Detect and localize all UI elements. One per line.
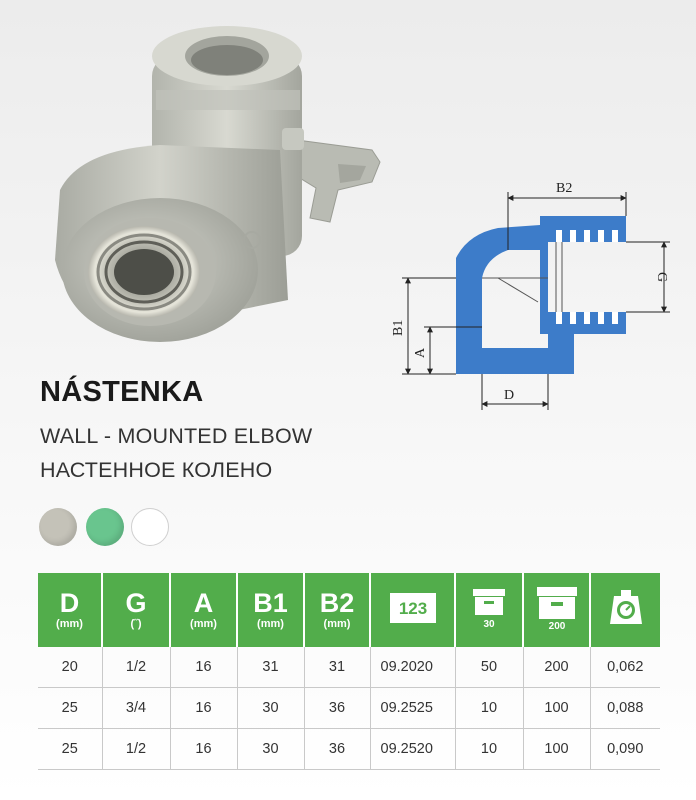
- cell-d: 25: [38, 688, 102, 729]
- cell-large-box: 100: [523, 688, 590, 729]
- svg-text:123: 123: [398, 598, 427, 618]
- product-subtitle-en: WALL - MOUNTED ELBOW: [40, 424, 313, 448]
- cell-weight: 0,090: [590, 729, 660, 770]
- table-header-row: [38, 573, 660, 647]
- small-box-icon: [471, 587, 507, 634]
- weight-scale-icon: [604, 588, 648, 633]
- cell-small-box: 10: [455, 729, 523, 770]
- swatch-white[interactable]: [131, 508, 169, 546]
- table-row: [38, 647, 660, 688]
- cell-b1: 30: [237, 688, 304, 729]
- cell-g: 3/4: [102, 688, 170, 729]
- cell-large-box: 200: [523, 647, 590, 688]
- label-b1: B1: [391, 319, 406, 336]
- label-a: A: [413, 347, 428, 358]
- dimension-diagram: [378, 170, 678, 415]
- large-box-icon: [535, 585, 579, 636]
- cell-weight: 0,088: [590, 688, 660, 729]
- cell-small-box: 50: [455, 647, 523, 688]
- label-g: G: [654, 272, 669, 283]
- cell-weight: 0,062: [590, 647, 660, 688]
- cell-small-box: 10: [455, 688, 523, 729]
- cell-article: 09.2525: [370, 688, 455, 729]
- header-article-number: [370, 573, 455, 647]
- header-large-box: [523, 573, 590, 647]
- cell-g: 1/2: [102, 647, 170, 688]
- header-weight: [590, 573, 660, 647]
- label-b2: B2: [556, 181, 573, 196]
- header-small-box: [455, 573, 523, 647]
- svg-text:200: 200: [548, 620, 565, 631]
- cell-d: 20: [38, 647, 102, 688]
- cell-large-box: 100: [523, 729, 590, 770]
- spec-table: [38, 573, 660, 770]
- header-b2: B2 (mm): [304, 573, 370, 647]
- cell-b1: 31: [237, 647, 304, 688]
- product-photo: [20, 0, 400, 360]
- cell-b1: 30: [237, 729, 304, 770]
- header-g: G (˝): [102, 573, 170, 647]
- cell-a: 16: [170, 647, 237, 688]
- cell-b2: 36: [304, 688, 370, 729]
- article-number-icon: [388, 591, 438, 630]
- header-b1: B1 (mm): [237, 573, 304, 647]
- cell-d: 25: [38, 729, 102, 770]
- table-row: [38, 688, 660, 729]
- svg-text:30: 30: [483, 618, 495, 629]
- cell-b2: 31: [304, 647, 370, 688]
- table-row: [38, 729, 660, 770]
- product-title: NÁSTENKA: [40, 376, 204, 408]
- header-d: D (mm): [38, 573, 102, 647]
- cell-a: 16: [170, 688, 237, 729]
- cell-b2: 36: [304, 729, 370, 770]
- cell-article: 09.2520: [370, 729, 455, 770]
- product-subtitle-ru: НАСТЕННОЕ КОЛЕНО: [40, 458, 273, 482]
- cell-article: 09.2020: [370, 647, 455, 688]
- cell-a: 16: [170, 729, 237, 770]
- cell-g: 1/2: [102, 729, 170, 770]
- label-d: D: [504, 388, 515, 403]
- swatch-green[interactable]: [86, 508, 124, 546]
- swatch-grey[interactable]: [39, 508, 77, 546]
- header-a: A (mm): [170, 573, 237, 647]
